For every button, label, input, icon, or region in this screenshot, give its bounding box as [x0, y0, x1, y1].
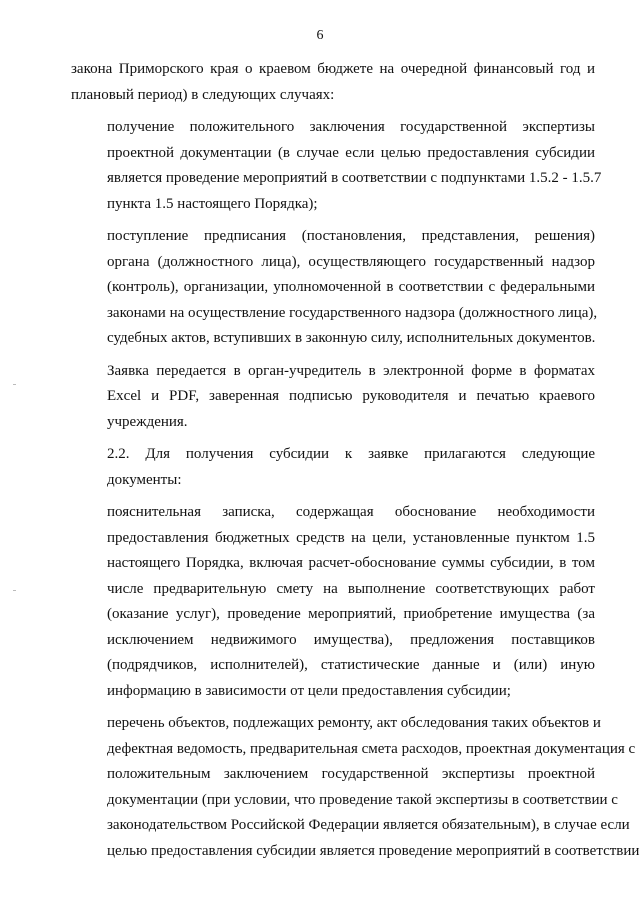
text-line: информацию в зависимости от цели предоставления субсидии; — [107, 682, 511, 699]
text-line: целью предоставления субсидии является проведение мероприятий в соответствии — [107, 842, 640, 859]
text-line: (подрядчиков, исполнителей), статистические данные и (или) иную — [107, 657, 595, 673]
text-line: Заявка передается в орган-учредитель в электронной форме в форматах — [107, 362, 595, 379]
text-line: законами на осуществление государственного надзора (должностного лица), — [107, 304, 598, 321]
text-line: является проведение мероприятий в соответствии с подпунктами 1.5.2 - 1.5.7 — [107, 170, 602, 186]
text-line: получение положительного заключения государственной экспертизы — [107, 119, 595, 135]
text-line: судебных актов, вступивших в законную силу, исполнительных документов. — [107, 330, 596, 346]
text-line: (оказание услуг), проведение мероприятий, приобретение имущества (за — [107, 606, 595, 622]
margin-mark — [13, 590, 16, 591]
text-line: положительным заключением государственной экспертизы проектной — [107, 766, 595, 782]
text-line: проектной документации (в случае если целью предоставления субсидии — [107, 144, 595, 161]
text-line: документации (при условии, что проведение такой экспертизы в соответствии с — [107, 791, 618, 808]
page-number: 6 — [316, 28, 324, 43]
text-line: пояснительная записка, содержащая обоснование необходимости — [107, 504, 595, 520]
document-body — [71, 57, 640, 871]
text-line: настоящего Порядка, включая расчет-обоснование суммы субсидии, в том — [107, 555, 595, 571]
paragraph-p3 — [71, 359, 595, 436]
text-line: 2.2. Для получения субсидии к заявке прилагаются следующие — [107, 446, 595, 462]
text-line: исключением недвижимого имущества), предложения поставщиков — [107, 631, 595, 648]
text-line: перечень объектов, подлежащих ремонту, акт обследования таких объектов и — [107, 715, 601, 731]
text-line: пункта 1.5 настоящего Порядка); — [107, 195, 318, 212]
text-line: плановый период) в следующих случаях: — [71, 86, 335, 103]
text-line: (контроль), организации, уполномоченной в соответствии с федеральными — [107, 279, 595, 295]
paragraph-p4 — [71, 442, 595, 493]
text-line: дефектная ведомость, предварительная смета расходов, проектная документация с — [107, 740, 636, 757]
text-line: числе предварительную смету на выполнение соответствующих работ — [107, 580, 595, 597]
paragraph-p0 — [71, 57, 595, 108]
text-line: поступление предписания (постановления, представления, решения) — [107, 228, 595, 244]
paragraph-p6 — [71, 711, 640, 864]
paragraph-p2 — [71, 224, 598, 352]
text-line: предоставления бюджетных средств на цели, установленные пунктом 1.5 — [107, 529, 595, 546]
text-line: органа (должностного лица), осуществляющего государственный надзор — [107, 253, 595, 270]
text-line: учреждения. — [107, 413, 188, 430]
paragraph-p5 — [71, 500, 595, 704]
text-line: законодательством Российской Федерации является обязательным), в случае если — [107, 817, 630, 833]
margin-mark — [13, 384, 16, 385]
text-line: закона Приморского края о краевом бюджете на очередной финансовый год и — [71, 61, 595, 77]
text-line: Excel и PDF, заверенная подписью руководителя и печатью краевого — [107, 388, 595, 404]
text-line: документы: — [107, 471, 182, 488]
paragraph-p1 — [71, 115, 602, 217]
